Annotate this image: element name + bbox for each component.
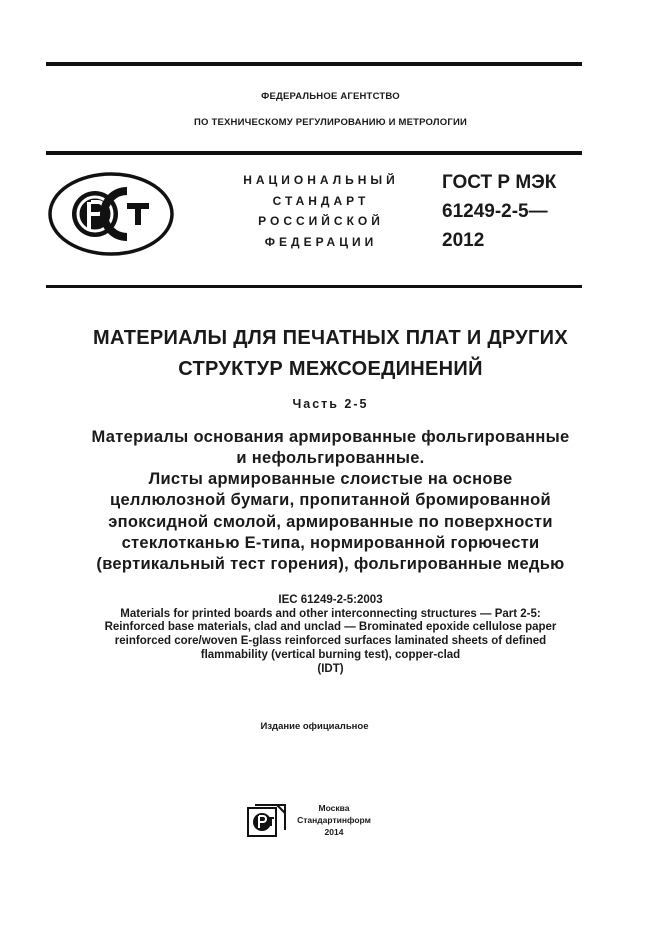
edition-label: Издание официальное (260, 721, 369, 732)
national-line-3: РОССИЙСКОЙ (258, 214, 384, 228)
subtitle-line-2: и нефольгированные. (236, 449, 425, 467)
agency-line-2: ПО ТЕХНИЧЕСКОМУ РЕГУЛИРОВАНИЮ И МЕТРОЛОГИИ (194, 117, 467, 128)
publisher-info (294, 802, 374, 838)
iec-line-2: Materials for printed boards and other interconnecting structures — Part 2-5: (120, 608, 541, 620)
standard-designation (442, 168, 602, 255)
designation-line-3: 2012 (442, 230, 485, 251)
national-line-4: ФЕДЕРАЦИИ (264, 234, 378, 249)
iec-line-4: reinforced core/woven E-glass reinforced surfaces laminated sheets of defined (114, 635, 547, 647)
publisher-city: Москва (318, 803, 350, 813)
designation-line-2: 61249-2-5— (442, 201, 548, 222)
iec-line-5: flammability (vertical burning test), copper-clad (200, 649, 461, 661)
subtitle-line-1: Материалы основания армированные фольгированные (91, 428, 570, 446)
subtitle-line-3: Листы армированные слоистые на основе (148, 470, 513, 488)
national-line-1: НАЦИОНАЛЬНЫЙ (243, 173, 399, 187)
rst-emblem-icon (47, 171, 175, 257)
iec-line-6: (IDT) (317, 663, 344, 675)
national-standard-label (216, 170, 426, 252)
subtitle-line-4: целлюлозной бумаги, пропитанной бромированной (110, 491, 551, 509)
part-number: Часть 2-5 (292, 397, 369, 411)
iec-line-3: Reinforced base materials, clad and unclad — Brominated epoxide cellulose paper (104, 621, 557, 633)
title-line-2: СТРУКТУР МЕЖСОЕДИНЕНИЙ (178, 358, 483, 380)
designation-line-1: ГОСТ Р МЭК (442, 172, 557, 193)
publisher-year: 2014 (324, 827, 344, 837)
agency-line-1: ФЕДЕРАЛЬНОЕ АГЕНТСТВО (261, 91, 400, 102)
subtitle-line-5: эпоксидной смолой, армированные по поверхности (108, 513, 553, 531)
standartinform-logo-icon (247, 804, 287, 838)
publisher-name: Стандартинформ (297, 815, 371, 825)
divider-rule (46, 285, 582, 288)
iec-line-1: IEC 61249-2-5:2003 (278, 594, 383, 606)
top-rule (46, 62, 582, 66)
title-line-1: МАТЕРИАЛЫ ДЛЯ ПЕЧАТНЫХ ПЛАТ И ДРУГИХ (93, 327, 568, 349)
header-rule (46, 151, 582, 155)
subtitle-line-7: (вертикальный тест горения), фольгированные медью (96, 555, 565, 573)
national-line-2: СТАНДАРТ (272, 193, 370, 208)
subtitle-line-6: стеклотканью Е-типа, нормированной горючести (121, 534, 540, 552)
